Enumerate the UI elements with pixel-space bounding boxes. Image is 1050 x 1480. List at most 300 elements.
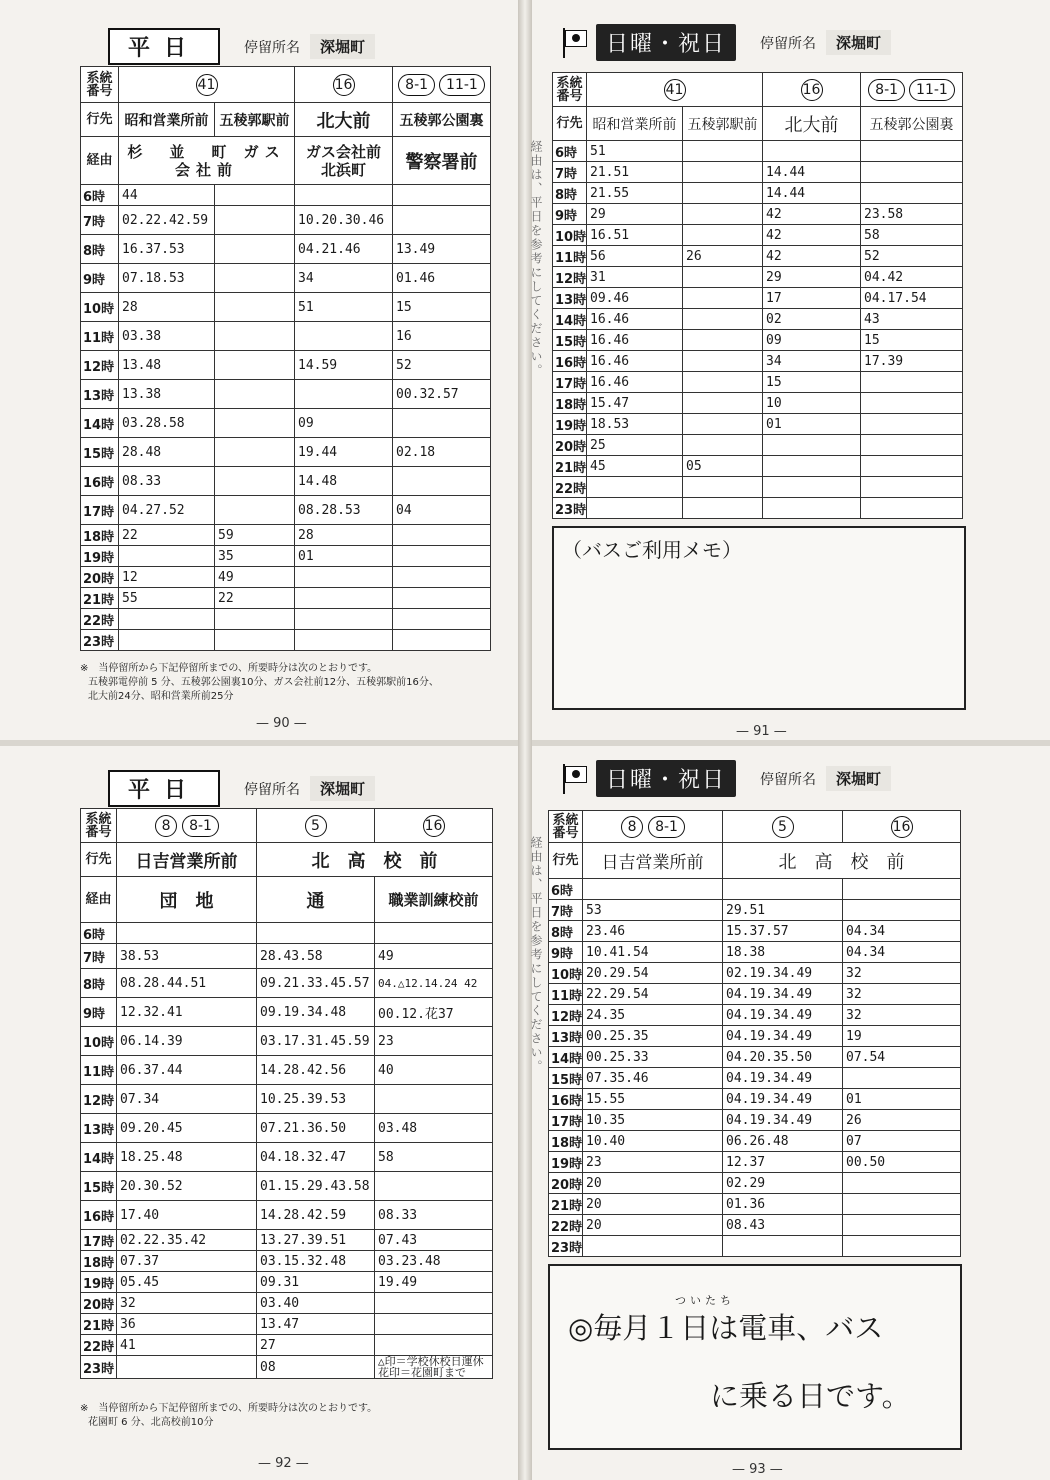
hour-row: [553, 351, 963, 372]
time-cell: 55: [119, 588, 215, 609]
hour-row: [553, 141, 963, 162]
time-cell: [683, 162, 763, 183]
time-cell: 03.40: [257, 1293, 375, 1314]
time-cell: 21.51: [587, 162, 683, 183]
hour-cell: 18時: [81, 525, 119, 546]
time-cell: 04.34: [843, 942, 961, 963]
stop-label: 停留所名: [244, 39, 301, 56]
time-cell: 03.28.58: [119, 409, 215, 438]
time-cell: 17.39: [861, 351, 963, 372]
time-cell: 14.48: [295, 467, 393, 496]
time-cell: [683, 393, 763, 414]
dest-1: 昭和営業所前: [587, 107, 683, 141]
time-cell: [763, 498, 861, 519]
page-number: — 90 —: [256, 716, 307, 731]
time-cell: 23: [375, 1027, 493, 1056]
time-cell: 12: [119, 567, 215, 588]
time-cell: 42: [763, 246, 861, 267]
route-label: 系統番号: [549, 811, 583, 843]
page-90-header: [108, 28, 375, 65]
hour-cell: 7時: [81, 944, 117, 969]
time-cell: [215, 206, 295, 235]
time-cell: 03.23.48: [375, 1251, 493, 1272]
hour-cell: 21時: [553, 456, 587, 477]
time-cell: 14.28.42.56: [257, 1056, 375, 1085]
time-cell: 02.22.35.42: [117, 1230, 257, 1251]
time-cell: 04.19.34.49: [723, 1026, 843, 1047]
time-cell: [215, 467, 295, 496]
hour-cell: 8時: [81, 235, 119, 264]
time-cell: 19: [843, 1026, 961, 1047]
time-cell: 07.43: [375, 1230, 493, 1251]
route-row: [81, 809, 493, 843]
time-cell: 13.49: [393, 235, 491, 264]
time-cell: 04.19.34.49: [723, 1110, 843, 1131]
hour-row: [553, 309, 963, 330]
time-cell: 23.58: [861, 204, 963, 225]
hour-row: [553, 288, 963, 309]
time-cell: 04: [393, 496, 491, 525]
time-cell: 09: [295, 409, 393, 438]
time-cell: [683, 288, 763, 309]
route-5: 5: [723, 811, 843, 843]
time-cell: 21.55: [587, 183, 683, 204]
time-cell: [295, 185, 393, 206]
time-cell: 19.49: [375, 1272, 493, 1293]
hour-row: [81, 438, 491, 467]
time-cell: 53: [583, 900, 723, 921]
time-cell: [861, 498, 963, 519]
time-cell: 04.18.32.47: [257, 1143, 375, 1172]
time-cell: 05: [683, 456, 763, 477]
time-cell: [843, 879, 961, 900]
time-cell: 04.19.34.49: [723, 984, 843, 1005]
time-cell: [683, 204, 763, 225]
time-cell: [215, 409, 295, 438]
time-cell: 01.46: [393, 264, 491, 293]
time-cell: [257, 923, 375, 944]
hour-cell: 22時: [81, 609, 119, 630]
page-91-header: [560, 24, 891, 61]
time-cell: 14.44: [763, 183, 861, 204]
time-cell: 20: [583, 1173, 723, 1194]
hour-cell: 10時: [81, 293, 119, 322]
time-cell: 15.47: [587, 393, 683, 414]
hour-cell: 11時: [81, 1056, 117, 1085]
hour-row: [553, 498, 963, 519]
note-line-1: ※ 当停留所から下記停留所までの、所要時分は次のとおりです。: [80, 663, 378, 674]
time-cell: [861, 456, 963, 477]
hour-cell: 6時: [81, 923, 117, 944]
side-note: 経由は、平日を参考にしてください。: [529, 140, 543, 378]
hour-row: [549, 1236, 961, 1257]
hour-row: [81, 496, 491, 525]
dest-2: 五稜郭駅前: [215, 103, 295, 137]
time-cell: [861, 477, 963, 498]
time-cell: 03.17.31.45.59: [257, 1027, 375, 1056]
hour-cell: 13時: [81, 380, 119, 409]
hour-cell: 22時: [81, 1335, 117, 1356]
time-cell: 20.29.54: [583, 963, 723, 984]
slogan-line-1: ◎毎月１日は電車、バス: [568, 1311, 884, 1345]
hour-row: [81, 1027, 493, 1056]
page-92: [0, 746, 518, 1480]
dest-row: [81, 103, 491, 137]
time-cell: [683, 267, 763, 288]
hour-row: [81, 1201, 493, 1230]
time-cell: [843, 900, 961, 921]
time-cell: 03.48: [375, 1114, 493, 1143]
hour-cell: 21時: [81, 588, 119, 609]
time-cell: 25: [587, 435, 683, 456]
via-1: 団 地: [117, 877, 257, 923]
hour-row: [553, 414, 963, 435]
time-cell: 04.27.52: [119, 496, 215, 525]
page-90: [0, 0, 518, 740]
time-cell: 09.46: [587, 288, 683, 309]
time-cell: 04.21.46: [295, 235, 393, 264]
hour-row: [549, 879, 961, 900]
time-cell: [861, 435, 963, 456]
time-cell: 15.55: [583, 1089, 723, 1110]
route-label: 系統番号: [81, 809, 117, 843]
hour-row: [81, 185, 491, 206]
time-cell: 32: [843, 984, 961, 1005]
time-cell: [861, 162, 963, 183]
time-cell: 49: [375, 944, 493, 969]
day-type-label: 平日: [108, 28, 220, 65]
time-cell: [723, 1236, 843, 1257]
time-cell: [843, 1068, 961, 1089]
via-row: [81, 877, 493, 923]
time-cell: [215, 438, 295, 467]
hour-cell: 9時: [553, 204, 587, 225]
hour-cell: 19時: [81, 546, 119, 567]
stop-label: 停留所名: [244, 781, 301, 798]
time-cell: [375, 1172, 493, 1201]
hour-row: [81, 1335, 493, 1356]
time-cell: [763, 456, 861, 477]
hour-cell: 9時: [549, 942, 583, 963]
hour-row: [81, 567, 491, 588]
hour-row: [549, 963, 961, 984]
time-cell: [861, 393, 963, 414]
time-cell: 09.21.33.45.57: [257, 969, 375, 998]
dest-3: 北大前: [763, 107, 861, 141]
time-cell: 22: [119, 525, 215, 546]
timetable-holiday-2: [548, 810, 961, 1257]
time-cell: [843, 1194, 961, 1215]
time-cell: 02.29: [723, 1173, 843, 1194]
hour-row: [549, 900, 961, 921]
memo-title: （バスご利用メモ）: [562, 538, 742, 562]
memo-box: [552, 526, 966, 710]
time-cell: 49: [215, 567, 295, 588]
time-cell: 04.42: [861, 267, 963, 288]
time-cell: 32: [843, 963, 961, 984]
page-number: — 91 —: [736, 724, 787, 739]
hour-cell: 6時: [553, 141, 587, 162]
time-cell: [117, 1356, 257, 1379]
time-cell: [295, 609, 393, 630]
time-cell: 52: [393, 351, 491, 380]
hour-cell: 21時: [549, 1194, 583, 1215]
hour-cell: 20時: [81, 1293, 117, 1314]
dest-row: [81, 843, 493, 877]
time-cell: 00.25.33: [583, 1047, 723, 1068]
time-cell: 04.19.34.49: [723, 1005, 843, 1026]
time-cell: 08.28.53: [295, 496, 393, 525]
time-cell: 12.37: [723, 1152, 843, 1173]
dest-1: 日吉営業所前: [117, 843, 257, 877]
time-cell: [683, 372, 763, 393]
note-line-2: 花園町 6 分、北高校前10分: [88, 1417, 214, 1428]
hour-row: [553, 456, 963, 477]
stop-name: 深堀町: [310, 34, 375, 59]
hour-row: [549, 1005, 961, 1026]
time-cell: 15.37.57: [723, 921, 843, 942]
time-cell: [683, 141, 763, 162]
hour-cell: 23時: [81, 1356, 117, 1379]
time-cell: 01.15.29.43.58: [257, 1172, 375, 1201]
time-cell: 08: [257, 1356, 375, 1379]
hour-cell: 19時: [549, 1152, 583, 1173]
hour-row: [553, 204, 963, 225]
time-cell: 34: [295, 264, 393, 293]
time-cell: 04.19.34.49: [723, 1068, 843, 1089]
time-cell: 10: [763, 393, 861, 414]
hour-row: [81, 1272, 493, 1293]
hour-cell: 10時: [549, 963, 583, 984]
hour-cell: 13時: [553, 288, 587, 309]
time-cell: [393, 630, 491, 651]
hour-row: [81, 1356, 493, 1379]
time-cell: 29.51: [723, 900, 843, 921]
hour-cell: 13時: [81, 1114, 117, 1143]
day-type-label: 日曜・祝日: [596, 760, 736, 797]
hour-row: [81, 467, 491, 496]
via-2: 通: [257, 877, 375, 923]
note-line-2: 五稜郭電停前 5 分、五稜郭公園裏10分、ガス会社前12分、五稜郭駅前16分、: [88, 677, 439, 688]
hour-row: [81, 1172, 493, 1201]
time-cell: [215, 496, 295, 525]
time-cell: 07.37: [117, 1251, 257, 1272]
hour-cell: 11時: [549, 984, 583, 1005]
hour-cell: 18時: [81, 1251, 117, 1272]
dest-1: 昭和営業所前: [119, 103, 215, 137]
hour-row: [81, 609, 491, 630]
hour-row: [549, 1047, 961, 1068]
time-cell: [683, 309, 763, 330]
stop-label: 停留所名: [760, 35, 817, 52]
timetable-weekday-1: [80, 66, 491, 651]
route-label: 系統番号: [553, 73, 587, 107]
hour-row: [81, 588, 491, 609]
dest-2: 北 高 校 前: [257, 843, 493, 877]
time-cell: 52: [861, 246, 963, 267]
hour-cell: 14時: [81, 409, 119, 438]
hour-cell: 12時: [553, 267, 587, 288]
time-cell: 15: [393, 293, 491, 322]
hour-row: [81, 998, 493, 1027]
via-3: ガス会社前 北浜町: [295, 137, 393, 185]
time-cell: 18.53: [587, 414, 683, 435]
time-cell: 17: [763, 288, 861, 309]
time-cell: 42: [763, 204, 861, 225]
hour-cell: 19時: [553, 414, 587, 435]
time-cell: 16.46: [587, 372, 683, 393]
via-row: [81, 137, 491, 185]
hour-cell: 20時: [81, 567, 119, 588]
time-cell: 20: [583, 1215, 723, 1236]
slogan-line-2: に乗る日です。: [710, 1379, 911, 1413]
hour-row: [81, 923, 493, 944]
route-16: 16: [375, 809, 493, 843]
time-cell: 45: [587, 456, 683, 477]
time-cell: [119, 609, 215, 630]
time-cell: [295, 630, 393, 651]
time-cell: 05.45: [117, 1272, 257, 1293]
time-cell: 08.33: [119, 467, 215, 496]
time-cell: [375, 1293, 493, 1314]
hour-row: [549, 1173, 961, 1194]
route-8-1-11-1: 8-1 11-1: [393, 67, 491, 103]
hour-cell: 15時: [81, 1172, 117, 1201]
time-cell: [375, 923, 493, 944]
time-cell: [375, 1314, 493, 1335]
time-cell: 09: [763, 330, 861, 351]
hour-cell: 8時: [553, 183, 587, 204]
time-cell: [393, 467, 491, 496]
time-cell: [861, 372, 963, 393]
flag-icon: [560, 764, 586, 794]
hour-row: [81, 1251, 493, 1272]
time-cell: [119, 546, 215, 567]
time-cell: 10.20.30.46: [295, 206, 393, 235]
hour-row: [81, 525, 491, 546]
time-cell: 38.53: [117, 944, 257, 969]
time-cell: 29: [587, 204, 683, 225]
time-cell: 04.19.34.49: [723, 1089, 843, 1110]
dest-label: 行先: [553, 107, 587, 141]
time-cell: 16.46: [587, 330, 683, 351]
hour-row: [81, 1056, 493, 1085]
route-8-8-1: 8 8-1: [117, 809, 257, 843]
time-cell: 07.34: [117, 1085, 257, 1114]
time-cell: [683, 330, 763, 351]
time-cell: 29: [763, 267, 861, 288]
time-cell: 28: [119, 293, 215, 322]
time-cell: 14.28.42.59: [257, 1201, 375, 1230]
time-cell: [843, 1215, 961, 1236]
time-cell: [393, 525, 491, 546]
hour-cell: 9時: [81, 264, 119, 293]
time-cell: 07.35.46: [583, 1068, 723, 1089]
time-cell: 31: [587, 267, 683, 288]
via-4: 警察署前: [393, 137, 491, 185]
page-93-header: [560, 760, 891, 797]
time-cell: [723, 879, 843, 900]
route-row: [553, 73, 963, 107]
time-cell: 02.18: [393, 438, 491, 467]
time-cell: 15: [763, 372, 861, 393]
time-cell: [215, 322, 295, 351]
time-cell: 51: [295, 293, 393, 322]
time-cell: 09.20.45: [117, 1114, 257, 1143]
hour-row: [553, 246, 963, 267]
hour-cell: 14時: [553, 309, 587, 330]
hour-cell: 14時: [549, 1047, 583, 1068]
hour-cell: 15時: [553, 330, 587, 351]
time-cell: 43: [861, 309, 963, 330]
hour-row: [553, 267, 963, 288]
travel-time-note: [80, 662, 439, 704]
time-cell: 07.18.53: [119, 264, 215, 293]
time-cell: [393, 206, 491, 235]
time-cell: 00.12.花37: [375, 998, 493, 1027]
stop-name: 深堀町: [826, 766, 891, 791]
time-cell: 06.26.48: [723, 1131, 843, 1152]
time-cell: 22: [215, 588, 295, 609]
hour-cell: 11時: [81, 322, 119, 351]
time-cell: 23: [583, 1152, 723, 1173]
time-cell: [587, 477, 683, 498]
time-cell: [393, 546, 491, 567]
hour-row: [549, 1026, 961, 1047]
time-cell: [583, 1236, 723, 1257]
time-cell: 13.48: [119, 351, 215, 380]
hour-cell: 6時: [549, 879, 583, 900]
time-cell: [861, 141, 963, 162]
dest-2: 五稜郭駅前: [683, 107, 763, 141]
time-cell: 18.25.48: [117, 1143, 257, 1172]
time-cell: [683, 498, 763, 519]
time-cell: 07.21.36.50: [257, 1114, 375, 1143]
hour-row: [81, 546, 491, 567]
day-type-label: 日曜・祝日: [596, 24, 736, 61]
hour-row: [81, 409, 491, 438]
route-label: 系統番号: [81, 67, 119, 103]
via-label: 経由: [81, 877, 117, 923]
hour-cell: 15時: [81, 438, 119, 467]
route-8-1-11-1: 8-1 11-1: [861, 73, 963, 107]
time-cell: 35: [215, 546, 295, 567]
time-cell: [393, 185, 491, 206]
time-cell: 02: [763, 309, 861, 330]
hour-cell: 19時: [81, 1272, 117, 1293]
time-cell: 41: [117, 1335, 257, 1356]
time-cell: [215, 185, 295, 206]
hour-cell: 17時: [81, 496, 119, 525]
dest-2: 北 高 校 前: [723, 843, 961, 879]
hour-cell: 12時: [81, 351, 119, 380]
time-cell: 10.41.54: [583, 942, 723, 963]
time-cell: 08.28.44.51: [117, 969, 257, 998]
time-cell: 03.15.32.48: [257, 1251, 375, 1272]
hour-cell: 6時: [81, 185, 119, 206]
hour-cell: 11時: [553, 246, 587, 267]
hour-row: [549, 1194, 961, 1215]
hour-cell: 20時: [553, 435, 587, 456]
hour-cell: 17時: [549, 1110, 583, 1131]
hour-row: [553, 330, 963, 351]
time-cell: 34: [763, 351, 861, 372]
hour-cell: 23時: [549, 1236, 583, 1257]
hour-cell: 7時: [553, 162, 587, 183]
hour-row: [549, 1110, 961, 1131]
hour-cell: 17時: [81, 1230, 117, 1251]
hour-row: [81, 1230, 493, 1251]
